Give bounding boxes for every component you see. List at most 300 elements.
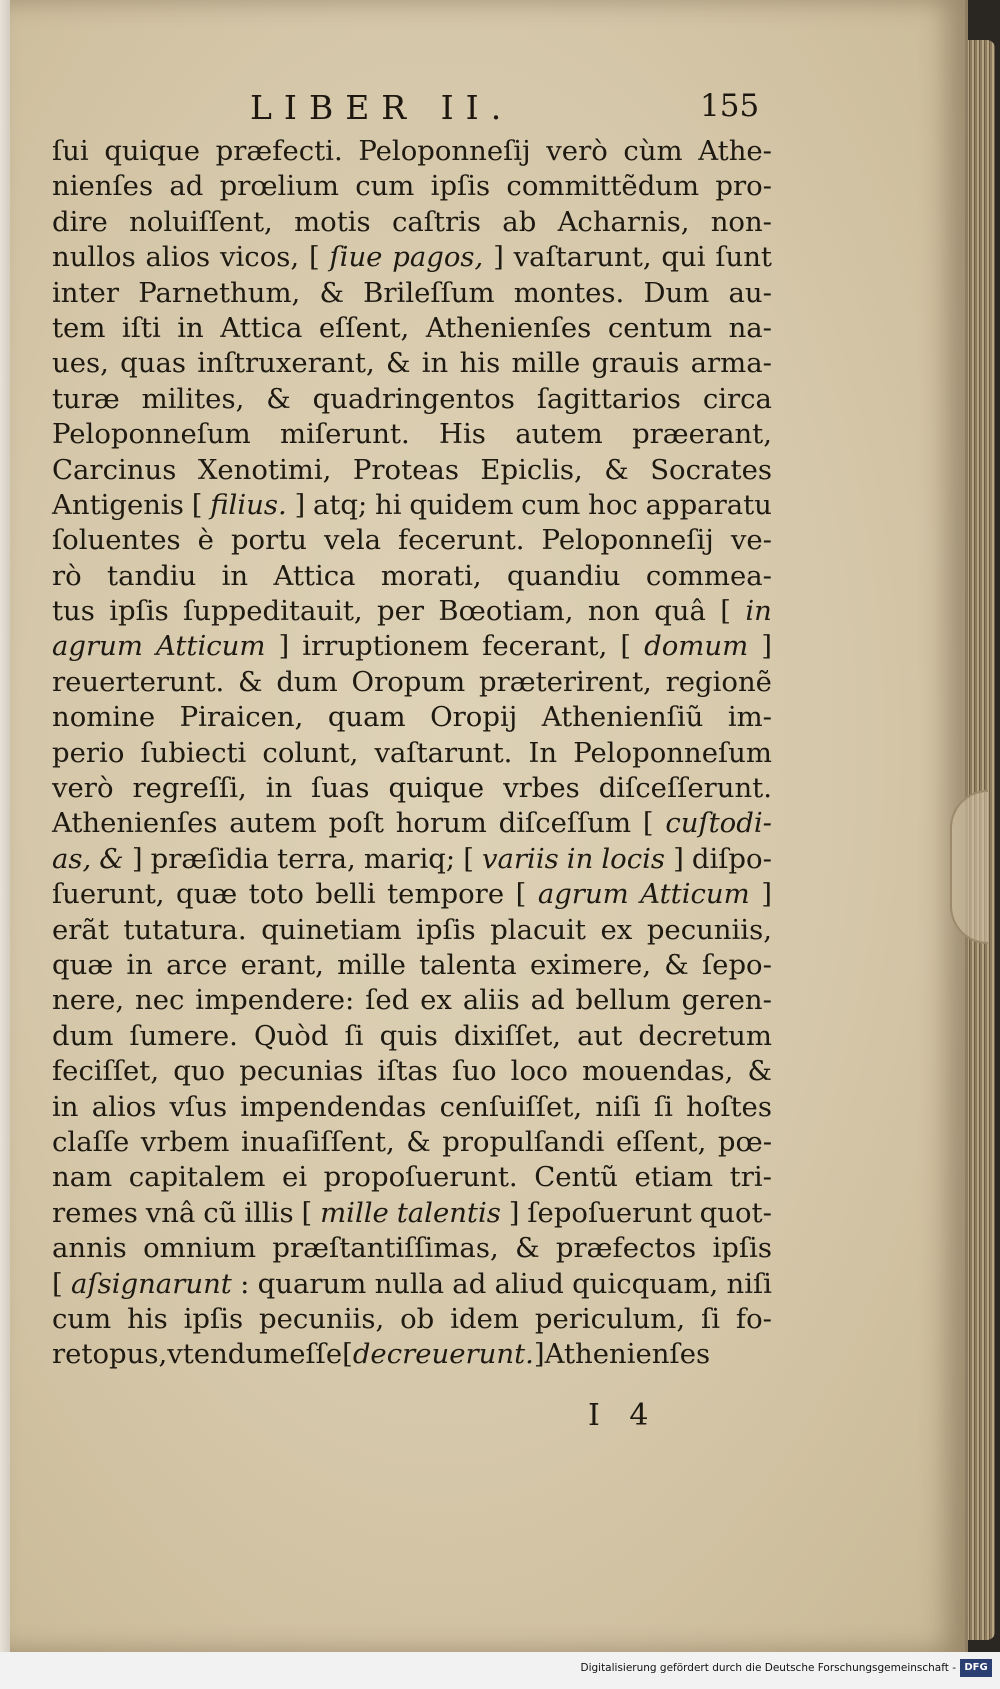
word: his	[459, 347, 501, 380]
word: dixiſſet,	[453, 1019, 562, 1052]
text-line	[52, 1337, 772, 1372]
word: iſtas	[377, 1055, 438, 1088]
word: ]	[761, 630, 772, 663]
word: mariq;	[363, 842, 456, 875]
word: cùm	[623, 135, 683, 167]
text-line	[52, 1196, 772, 1231]
word: ſepoſuerunt	[527, 1196, 692, 1229]
word: tandiu	[107, 559, 197, 592]
text-line	[52, 1267, 772, 1302]
word: aliis	[462, 984, 520, 1017]
text-line	[52, 205, 772, 240]
word: caſtris	[391, 205, 482, 238]
book-page	[10, 0, 968, 1652]
word: ſi	[653, 1090, 673, 1123]
word: Bœotiam,	[438, 595, 574, 628]
word: præſtantiſſimas,	[272, 1232, 499, 1265]
word: claſſe	[52, 1125, 130, 1158]
word: ſuppeditauit,	[183, 595, 363, 628]
word: ad	[530, 984, 565, 1017]
word: nam	[52, 1161, 113, 1194]
word: tempore	[387, 878, 505, 911]
word: præfecti.	[215, 135, 343, 167]
word: grauis	[591, 347, 680, 380]
word: verò	[546, 135, 608, 167]
text-line	[52, 1125, 772, 1160]
word: Athenienſes	[425, 311, 592, 344]
word: in	[421, 347, 449, 380]
word: atq;	[312, 488, 368, 521]
digitization-footer	[0, 1652, 1000, 1689]
word: Xenotimi,	[197, 453, 332, 486]
word: Oropij	[430, 701, 518, 734]
text-line	[52, 346, 772, 381]
text-line	[52, 276, 772, 311]
word: in	[221, 559, 249, 592]
word: ſuas	[311, 772, 370, 805]
signature-mark: I 4	[588, 1398, 659, 1433]
word: motis	[294, 205, 371, 238]
word: cũ	[203, 1196, 237, 1229]
italic-word: as,	[52, 842, 92, 875]
word: Athenienſes	[52, 807, 218, 840]
word: ſepo-	[702, 948, 772, 981]
word: ſunt	[715, 241, 772, 274]
italic-word: decreuerunt.	[352, 1338, 534, 1371]
word: perio	[52, 736, 125, 769]
word: propoſuerunt.	[323, 1161, 518, 1194]
word: [	[515, 878, 527, 911]
word: fecerunt.	[398, 524, 525, 557]
word: [	[463, 842, 474, 875]
word: non	[587, 595, 640, 628]
word: ei	[282, 1161, 308, 1194]
word: horum	[395, 807, 487, 840]
word: His	[439, 418, 486, 451]
word: colunt,	[262, 736, 359, 769]
word: quidem	[409, 488, 514, 521]
word: turæ	[52, 382, 120, 415]
italic-word: &	[99, 842, 124, 875]
word: quique	[388, 772, 485, 805]
word: in	[52, 1090, 79, 1123]
word: verò	[52, 772, 114, 805]
word: inuaſiſſent,	[240, 1125, 395, 1158]
word: &	[406, 1125, 431, 1158]
word: hi	[375, 488, 402, 521]
word: ues,	[52, 347, 109, 380]
word: &	[604, 453, 629, 486]
word: In	[528, 736, 558, 769]
word: niſi	[726, 1267, 772, 1300]
word: idem	[450, 1302, 519, 1335]
word: miſerunt.	[280, 418, 410, 451]
word: milites,	[141, 382, 245, 415]
word: Athenienſes	[544, 1338, 711, 1371]
word: mille	[511, 347, 581, 380]
word: ]	[508, 1196, 520, 1229]
italic-word: agrum	[52, 630, 143, 663]
word: [	[52, 1267, 63, 1300]
word: geren-	[681, 984, 772, 1017]
word: ſuerunt,	[52, 878, 165, 911]
word: quicquam,	[572, 1267, 719, 1300]
word: irruptionem	[302, 630, 470, 663]
word: tem	[52, 311, 106, 344]
word: ſed	[365, 984, 410, 1017]
word: capitalem	[128, 1161, 266, 1194]
word: ſi	[701, 1302, 720, 1335]
word: Athenienſiũ	[541, 701, 704, 734]
word: ſumere.	[129, 1019, 238, 1052]
word: pœ-	[717, 1125, 772, 1158]
word: per	[377, 595, 425, 628]
word: opus,	[92, 1338, 168, 1371]
word: decretum	[638, 1019, 772, 1052]
word: apparatu	[645, 488, 772, 521]
word: Proteas	[352, 453, 459, 486]
word: cum	[355, 170, 415, 203]
word: quas	[120, 347, 186, 380]
word: vnâ	[145, 1196, 196, 1229]
text-line	[52, 488, 772, 523]
word: Socrates	[650, 453, 772, 486]
word: vicos,	[219, 241, 300, 274]
word: præterirent,	[478, 665, 652, 698]
word: nullos	[52, 241, 136, 274]
word: quique	[104, 135, 201, 167]
text-line	[52, 665, 772, 700]
word: aliud	[494, 1267, 564, 1300]
word: prœlium	[219, 170, 339, 203]
italic-word: agrum	[537, 878, 629, 911]
word: inter	[52, 276, 119, 309]
word: eſſent,	[318, 311, 410, 344]
word: erant,	[240, 948, 324, 981]
page-fold-mark	[950, 790, 988, 944]
word: ex	[600, 913, 633, 946]
word: Epiclis,	[480, 453, 583, 486]
word: dum	[276, 665, 338, 698]
italic-word: variis	[481, 842, 559, 875]
text-line	[52, 594, 772, 629]
text-line	[52, 559, 772, 594]
word: quadringentos	[312, 382, 515, 415]
word: &	[664, 948, 689, 981]
text-line	[52, 311, 772, 346]
word: Peloponneſum	[52, 418, 251, 451]
italic-word: ſiue	[329, 241, 383, 274]
text-line	[52, 169, 772, 204]
word: fo-	[735, 1302, 772, 1335]
word: ]	[533, 1338, 545, 1371]
word: [	[642, 807, 654, 840]
italic-word: filius.	[210, 488, 287, 521]
word: Antigenis	[52, 488, 184, 521]
word: poſt	[328, 807, 384, 840]
word: Peloponneſij	[541, 524, 714, 557]
word: præfectos	[555, 1232, 697, 1265]
text-line	[52, 1019, 772, 1054]
word: [	[301, 1196, 313, 1229]
word: ]	[493, 241, 504, 274]
word: ad	[169, 170, 204, 203]
word: autem	[229, 807, 317, 840]
italic-word: cuſtodi-	[665, 807, 772, 840]
word: &	[266, 382, 291, 415]
word: Oropum	[351, 665, 466, 698]
text-line	[52, 240, 772, 275]
word: mille	[337, 948, 406, 981]
word: na-	[728, 311, 772, 344]
word: hoſtes	[686, 1090, 772, 1123]
word: præſidia	[150, 842, 269, 875]
word: ]	[761, 878, 772, 911]
word: quæ	[52, 948, 114, 981]
word: regionẽ	[665, 665, 772, 698]
word: arce	[166, 948, 228, 981]
word: committẽdum	[506, 170, 700, 203]
running-head	[10, 88, 965, 132]
italic-word: domum	[644, 630, 749, 663]
word: nienſes	[52, 170, 154, 203]
text-line	[52, 1302, 772, 1337]
italic-word: Atticum	[640, 878, 750, 911]
word: ]	[294, 488, 306, 521]
word: quæ	[176, 878, 238, 911]
italic-word: in	[566, 842, 594, 875]
text-line	[52, 1054, 772, 1089]
word: ad	[452, 1267, 487, 1300]
word: [	[720, 595, 732, 628]
word: qui	[661, 241, 706, 274]
text-line	[52, 1231, 772, 1266]
word: vrbes	[503, 772, 580, 805]
word: præerant,	[632, 418, 772, 451]
word: Piraicen,	[179, 701, 304, 734]
word: nere,	[52, 984, 125, 1017]
word: fecerant,	[482, 630, 608, 663]
word: tutatura.	[123, 913, 247, 946]
word: &	[238, 665, 263, 698]
word: toto	[248, 878, 304, 911]
word: Carcinus	[52, 453, 177, 486]
word: Peloponneſij	[358, 135, 531, 167]
word: quot-	[699, 1196, 772, 1229]
text-line	[52, 700, 772, 735]
word: nec	[135, 984, 185, 1017]
italic-word: pagos,	[392, 241, 484, 274]
body-text	[52, 134, 772, 1373]
word: Attica	[273, 559, 356, 592]
word: dire	[52, 205, 108, 238]
word: [	[191, 488, 203, 521]
text-line	[52, 771, 772, 806]
word: ]	[673, 842, 684, 875]
word: vaſtarunt.	[374, 736, 513, 769]
word: reuerterunt.	[52, 665, 225, 698]
word: ſubiecti	[140, 736, 247, 769]
word: diſceſſum	[498, 807, 632, 840]
word: Centũ	[534, 1161, 618, 1194]
word: illis	[244, 1196, 294, 1229]
word: pecunias	[239, 1055, 364, 1088]
word: ex	[420, 984, 452, 1017]
text-line	[52, 948, 772, 983]
word: ſoluentes	[52, 524, 181, 557]
text-line	[52, 842, 772, 877]
word: nomine	[52, 701, 156, 734]
word: circa	[702, 382, 772, 415]
text-line	[52, 913, 772, 948]
word: ipſis	[430, 170, 491, 203]
dfg-logo: DFG	[960, 1659, 992, 1677]
word: ipſis	[712, 1232, 772, 1265]
word: belli	[315, 878, 376, 911]
word: cum	[52, 1302, 112, 1335]
word: Peloponneſum	[573, 736, 772, 769]
word: vela	[324, 524, 382, 557]
page-number: 155	[700, 88, 760, 124]
word: ob	[400, 1302, 435, 1335]
word: diſceſſerunt.	[598, 772, 772, 805]
word: dum	[52, 1019, 114, 1052]
word: mouendas,	[582, 1055, 734, 1088]
word: inſtruxerant,	[197, 347, 375, 380]
italic-word: aſsignarunt	[71, 1267, 232, 1300]
word: arma-	[690, 347, 772, 380]
word: quâ	[654, 595, 706, 628]
word: au-	[728, 276, 772, 309]
italic-word: locis	[601, 842, 666, 875]
word: Brileſſum	[363, 276, 495, 309]
italic-word: mille	[320, 1196, 389, 1229]
word: [	[620, 630, 632, 663]
text-line	[52, 877, 772, 912]
word: alios	[145, 241, 211, 274]
word: ipſis	[109, 595, 169, 628]
italic-word: talentis	[396, 1196, 501, 1229]
word: quo	[173, 1055, 226, 1088]
word: his	[127, 1302, 168, 1335]
word: in	[177, 311, 204, 344]
word: cenſuiſſet,	[439, 1090, 583, 1123]
word: quis	[379, 1019, 438, 1052]
word: impendere:	[195, 984, 355, 1017]
word: rò	[52, 559, 82, 592]
dfg-credit-text: Digitalisierung gefördert durch die Deutsche Forschungsgemeinschaft -	[580, 1662, 956, 1674]
word: Quòd	[254, 1019, 329, 1052]
text-line	[52, 806, 772, 841]
text-line	[52, 629, 772, 664]
italic-word: in	[745, 595, 772, 628]
text-line	[52, 134, 772, 169]
word: [	[342, 1338, 353, 1371]
text-line	[52, 523, 772, 558]
word: pro-	[715, 170, 772, 203]
word: iſti	[121, 311, 161, 344]
word: impendendas	[240, 1090, 427, 1123]
word: pecuniis,	[646, 913, 772, 946]
word: Acharnis,	[557, 205, 690, 238]
word: talenta	[419, 948, 517, 981]
word: pecuniis,	[259, 1302, 385, 1335]
word: [	[308, 241, 320, 274]
word: in	[265, 772, 293, 805]
word: regreſſi,	[132, 772, 247, 805]
word: in	[126, 948, 153, 981]
word: montes.	[513, 276, 625, 309]
word: aut	[577, 1019, 623, 1052]
word: quam	[327, 701, 406, 734]
word: è	[197, 524, 214, 557]
word: diſpo-	[691, 842, 772, 875]
word: bellum	[575, 984, 671, 1017]
italic-word: Atticum	[155, 630, 266, 663]
word: tus	[52, 595, 95, 628]
word: vaſtarunt,	[513, 241, 652, 274]
text-line	[52, 417, 772, 452]
word: cum	[521, 488, 581, 521]
word: ſi	[344, 1019, 364, 1052]
word: ve-	[730, 524, 772, 557]
word: feciſſet,	[52, 1055, 160, 1088]
word: etiam	[634, 1161, 714, 1194]
text-line	[52, 453, 772, 488]
word: propulſandi	[442, 1125, 605, 1158]
word: annis	[52, 1232, 127, 1265]
word: centum	[607, 311, 713, 344]
word: Athe-	[698, 135, 772, 167]
word: portu	[230, 524, 308, 557]
text-line	[52, 736, 772, 771]
word: vtendum	[167, 1338, 290, 1371]
text-line	[52, 382, 772, 417]
word: tri-	[729, 1161, 772, 1194]
word: terra,	[277, 842, 356, 875]
word: alios	[91, 1090, 157, 1123]
word: ſagittarios	[536, 382, 681, 415]
word: commea-	[645, 559, 772, 592]
word: quinetiam	[261, 913, 402, 946]
word: remes	[52, 1196, 138, 1229]
word: morati,	[380, 559, 482, 592]
word: ]	[131, 842, 143, 875]
word: Attica	[220, 311, 303, 344]
word: vſus	[169, 1090, 228, 1123]
text-line	[52, 983, 772, 1018]
word: vrbem	[140, 1125, 230, 1158]
word: autem	[515, 418, 603, 451]
word: eximere,	[529, 948, 652, 981]
running-title: LIBER II.	[250, 88, 514, 127]
word: ipſis	[416, 913, 476, 946]
word: ret	[52, 1338, 93, 1371]
word: Dum	[643, 276, 710, 309]
word: noluiſſent,	[129, 205, 273, 238]
word: &	[515, 1232, 540, 1265]
word: placuit	[490, 913, 586, 946]
text-line	[52, 1090, 772, 1125]
text-line	[52, 1160, 772, 1195]
word: &	[385, 347, 411, 380]
word: niſi	[595, 1090, 641, 1123]
word: loco	[510, 1055, 568, 1088]
word: &	[747, 1055, 772, 1088]
word: im-	[727, 701, 772, 734]
word: ſui	[52, 135, 89, 167]
word: ]	[278, 630, 290, 663]
